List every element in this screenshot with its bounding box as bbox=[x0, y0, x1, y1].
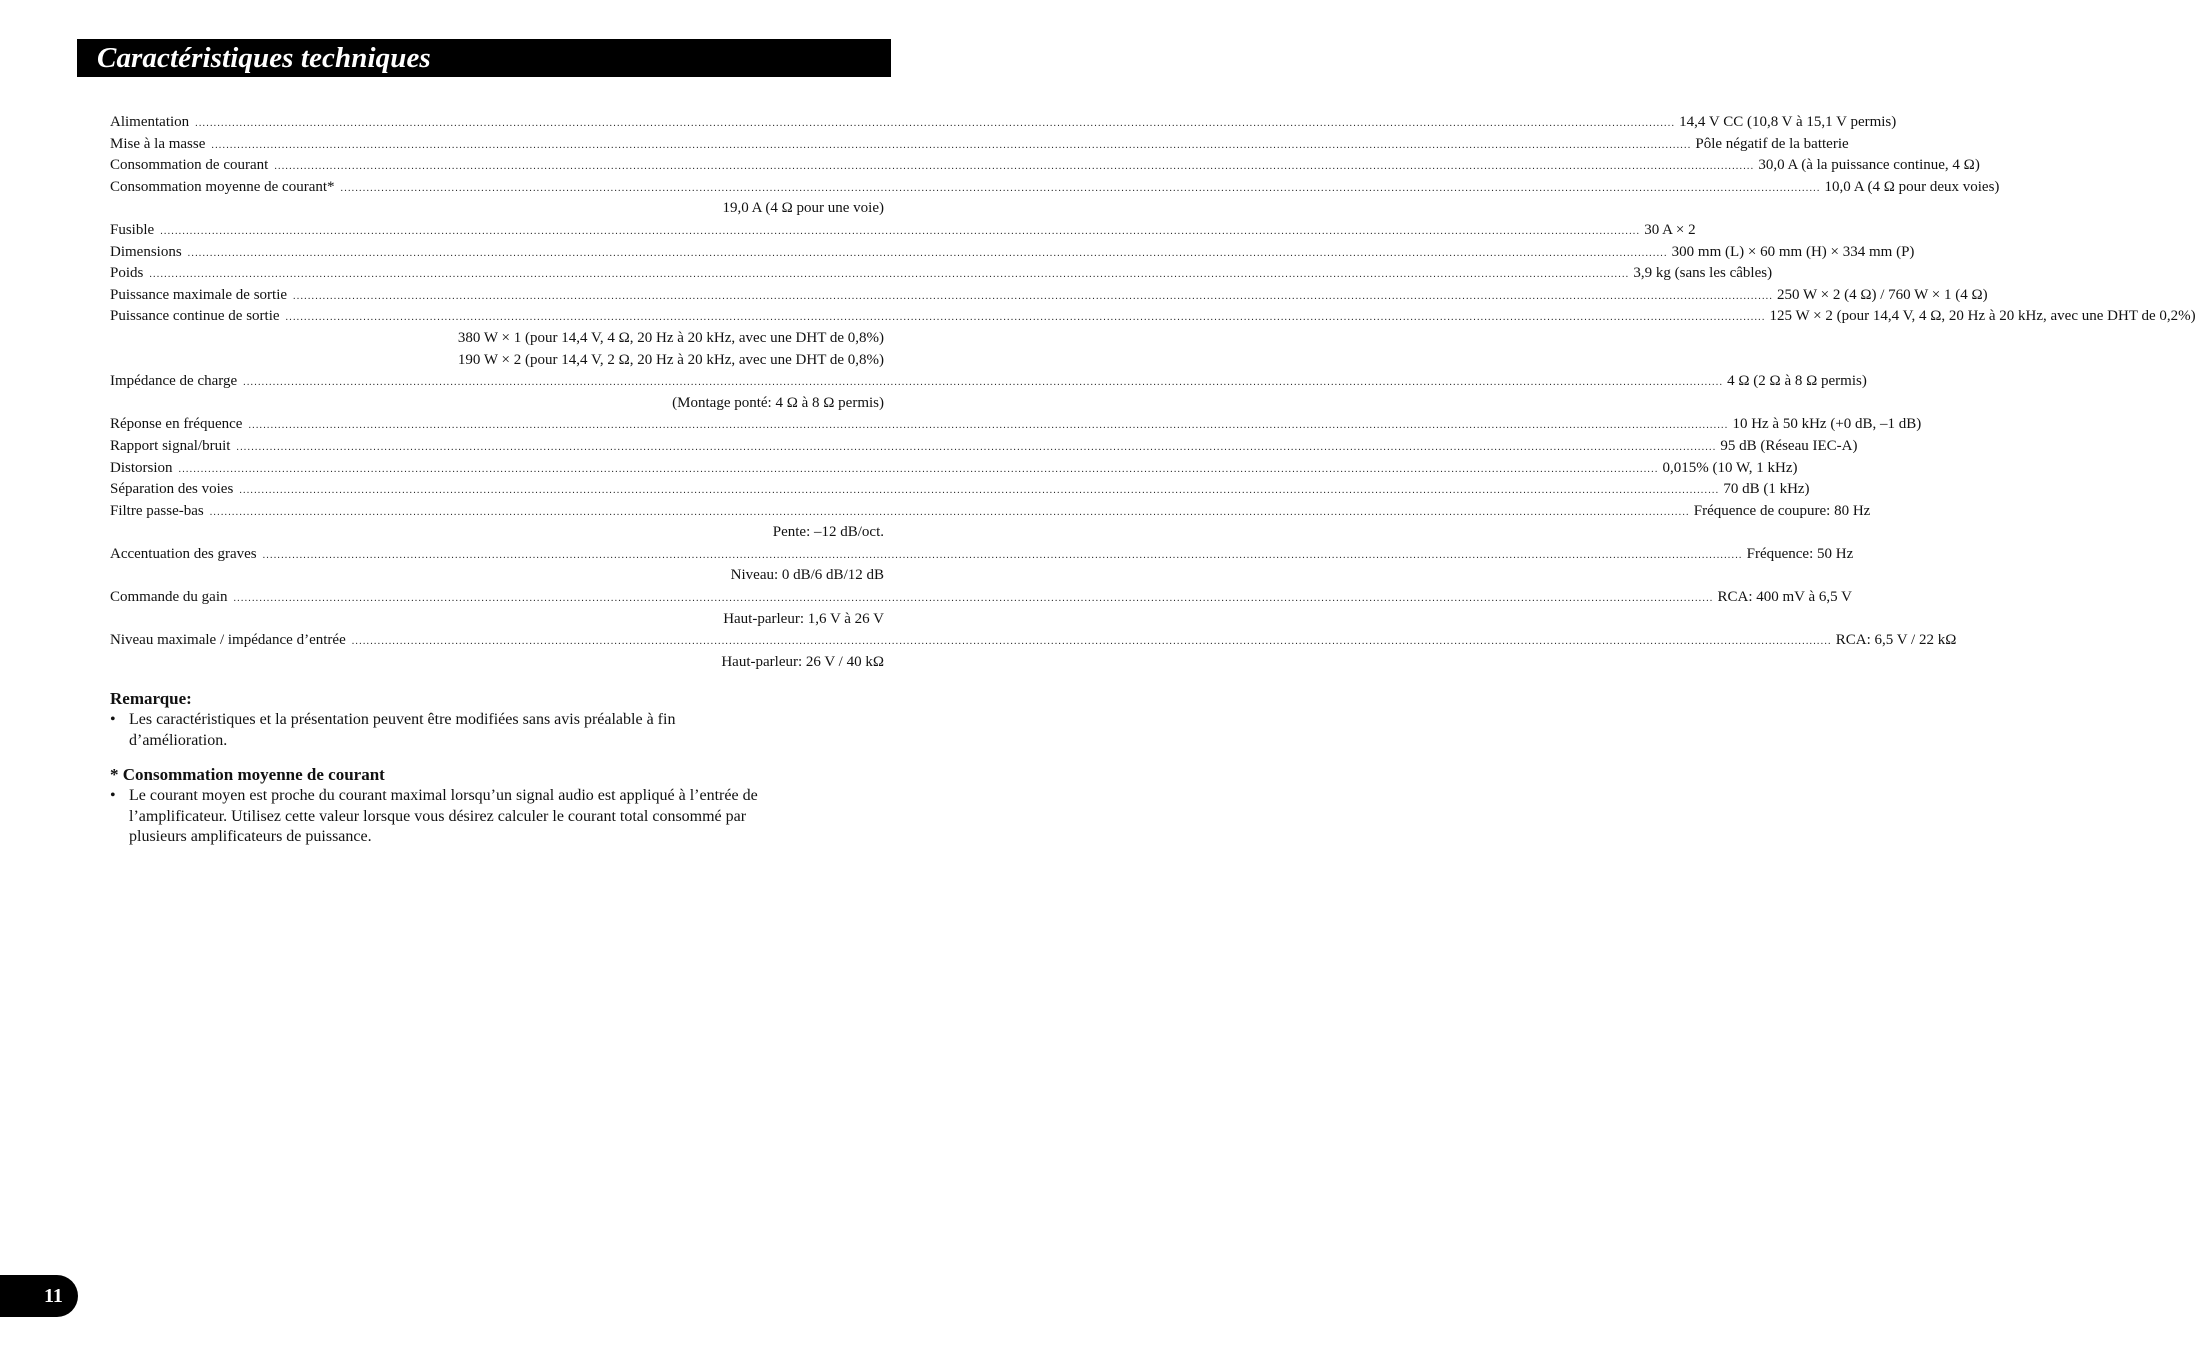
spec-value: (Montage ponté: 4 Ω à 8 Ω permis) bbox=[672, 394, 884, 411]
spec-label: Fusible bbox=[110, 221, 155, 238]
bullet-mark: • bbox=[110, 711, 116, 728]
dot-leader: ................................................................................................................................................................................................................................................................................................................................................................................................................ bbox=[233, 593, 1714, 605]
spec-label: Distorsion bbox=[110, 459, 173, 476]
dot-leader: ................................................................................................................................................................................................................................................................................................................................................................................................................ bbox=[285, 312, 1766, 324]
spec-continuation-row bbox=[110, 522, 884, 544]
spec-label: Séparation des voies bbox=[110, 481, 234, 498]
spec-label: Puissance maximale de sortie bbox=[110, 286, 288, 303]
spec-continuation-row bbox=[110, 652, 884, 674]
spec-value: 70 dB (1 kHz) bbox=[1723, 481, 1810, 498]
spec-label: Poids bbox=[110, 265, 144, 282]
spec-row bbox=[110, 630, 1957, 652]
dot-leader: ................................................................................................................................................................................................................................................................................................................................................................................................................ bbox=[293, 290, 1774, 302]
spec-label: Mise à la masse bbox=[110, 135, 206, 152]
spec-value: 30 A × 2 bbox=[1644, 221, 1696, 238]
average-current-bullet-text: Le courant moyen est proche du courant maximal lorsqu’un signal audio est appliqué à l’entrée de l’amplificateur. Utilisez cette valeur lorsque vous désirez calculer le courant total consommé par plusieurs amplificateurs de puissance. bbox=[129, 787, 758, 845]
spec-row bbox=[110, 479, 1810, 501]
spec-label: Réponse en fréquence bbox=[110, 416, 243, 433]
remark-bullet-text: Les caractéristiques et la présentation peuvent être modifiées sans avis préalable à fin d’amélioration. bbox=[129, 711, 676, 749]
spec-label: Alimentation bbox=[110, 114, 190, 130]
spec-value: Pôle négatif de la batterie bbox=[1695, 135, 1849, 152]
spec-value: 19,0 A (4 Ω pour une voie) bbox=[722, 200, 884, 217]
spec-row bbox=[110, 306, 2196, 328]
spec-value: 300 mm (L) × 60 mm (H) × 334 mm (P) bbox=[1671, 243, 1915, 260]
page-number: 11 bbox=[0, 1275, 78, 1317]
dot-leader: ................................................................................................................................................................................................................................................................................................................................................................................................................ bbox=[195, 118, 1676, 129]
bullet-mark: • bbox=[110, 787, 116, 804]
spec-value: Fréquence: 50 Hz bbox=[1746, 545, 1854, 562]
spec-value: Haut-parleur: 26 V / 40 kΩ bbox=[721, 653, 884, 670]
spec-value: RCA: 6,5 V / 22 kΩ bbox=[1835, 632, 1957, 649]
spec-value: 10 Hz à 50 kHz (+0 dB, –1 dB) bbox=[1732, 416, 1922, 433]
spec-value: 0,015% (10 W, 1 kHz) bbox=[1662, 459, 1798, 476]
dot-leader: ................................................................................................................................................................................................................................................................................................................................................................................................................ bbox=[149, 269, 1630, 281]
spec-label: Consommation de courant bbox=[110, 157, 269, 174]
spec-label: Dimensions bbox=[110, 243, 182, 260]
spec-label: Niveau maximale / impédance d’entrée bbox=[110, 632, 346, 649]
spec-value: 190 W × 2 (pour 14,4 V, 2 Ω, 20 Hz à 20 kHz, avec une DHT de 0,8%) bbox=[457, 351, 884, 368]
spec-value: 30,0 A (à la puissance continue, 4 Ω) bbox=[1758, 157, 1980, 174]
spec-row bbox=[110, 177, 2000, 199]
dot-leader: ................................................................................................................................................................................................................................................................................................................................................................................................................ bbox=[248, 420, 1729, 432]
spec-row bbox=[110, 263, 1773, 285]
dot-leader: ................................................................................................................................................................................................................................................................................................................................................................................................................ bbox=[178, 463, 1659, 475]
spec-value: 10,0 A (4 Ω pour deux voies) bbox=[1824, 178, 2000, 195]
spec-row bbox=[110, 220, 1696, 242]
spec-value: 14,4 V CC (10,8 V à 15,1 V permis) bbox=[1679, 114, 1897, 130]
remark-title: Remarque: bbox=[110, 689, 192, 708]
spec-row bbox=[110, 371, 1867, 393]
spec-label: Filtre passe-bas bbox=[110, 502, 204, 519]
spec-value: 95 dB (Réseau IEC-A) bbox=[1720, 437, 1858, 454]
specifications-list bbox=[110, 112, 2196, 673]
spec-value: 125 W × 2 (pour 14,4 V, 4 Ω, 20 Hz à 20 kHz, avec une DHT de 0,2%) bbox=[1769, 308, 2196, 325]
dot-leader: ................................................................................................................................................................................................................................................................................................................................................................................................................ bbox=[243, 377, 1724, 389]
spec-row bbox=[110, 414, 1922, 436]
spec-value: Haut-parleur: 1,6 V à 26 V bbox=[723, 610, 884, 627]
spec-row bbox=[110, 436, 1858, 458]
spec-row bbox=[110, 285, 1988, 307]
remark-bullet bbox=[110, 710, 770, 751]
average-current-bullet bbox=[110, 786, 770, 848]
spec-continuation-row bbox=[110, 393, 884, 415]
header-bar bbox=[77, 39, 891, 77]
spec-value: 380 W × 1 (pour 14,4 V, 4 Ω, 20 Hz à 20 kHz, avec une DHT de 0,8%) bbox=[457, 329, 884, 346]
dot-leader: ................................................................................................................................................................................................................................................................................................................................................................................................................ bbox=[160, 225, 1641, 237]
spec-row bbox=[110, 587, 1852, 609]
dot-leader: ................................................................................................................................................................................................................................................................................................................................................................................................................ bbox=[351, 636, 1832, 648]
spec-value: Pente: –12 dB/oct. bbox=[772, 524, 884, 541]
spec-continuation-row bbox=[110, 350, 884, 372]
spec-row bbox=[110, 458, 1798, 480]
average-current-section bbox=[110, 764, 770, 848]
spec-value: 3,9 kg (sans les câbles) bbox=[1633, 265, 1773, 282]
spec-row bbox=[110, 501, 1871, 523]
spec-row bbox=[110, 112, 1897, 134]
dot-leader: ................................................................................................................................................................................................................................................................................................................................................................................................................ bbox=[209, 506, 1690, 518]
spec-row bbox=[110, 155, 1980, 177]
dot-leader: ................................................................................................................................................................................................................................................................................................................................................................................................................ bbox=[274, 161, 1755, 173]
page-title: Caractéristiques techniques bbox=[97, 42, 431, 74]
spec-label: Impédance de charge bbox=[110, 373, 238, 390]
spec-row bbox=[110, 134, 1849, 156]
spec-value: Fréquence de coupure: 80 Hz bbox=[1693, 502, 1871, 519]
spec-row bbox=[110, 242, 1915, 264]
remark-section bbox=[110, 688, 770, 751]
spec-continuation-row bbox=[110, 198, 884, 220]
spec-label: Rapport signal/bruit bbox=[110, 437, 231, 454]
spec-label: Consommation moyenne de courant* bbox=[110, 178, 335, 195]
dot-leader: ................................................................................................................................................................................................................................................................................................................................................................................................................ bbox=[340, 182, 1821, 194]
spec-continuation-row bbox=[110, 328, 884, 350]
dot-leader: ................................................................................................................................................................................................................................................................................................................................................................................................................ bbox=[262, 549, 1743, 561]
spec-label: Accentuation des graves bbox=[110, 545, 257, 562]
spec-value: RCA: 400 mV à 6,5 V bbox=[1717, 589, 1852, 606]
dot-leader: ................................................................................................................................................................................................................................................................................................................................................................................................................ bbox=[187, 247, 1668, 259]
spec-row bbox=[110, 544, 1854, 566]
spec-value: 4 Ω (2 Ω à 8 Ω permis) bbox=[1727, 373, 1867, 390]
spec-value: 250 W × 2 (4 Ω) / 760 W × 1 (4 Ω) bbox=[1777, 286, 1988, 303]
average-current-title: * Consommation moyenne de courant bbox=[110, 765, 385, 784]
spec-label: Commande du gain bbox=[110, 589, 228, 606]
spec-continuation-row bbox=[110, 565, 884, 587]
spec-continuation-row bbox=[110, 609, 884, 631]
spec-label: Puissance continue de sortie bbox=[110, 308, 280, 325]
dot-leader: ................................................................................................................................................................................................................................................................................................................................................................................................................ bbox=[211, 139, 1692, 151]
dot-leader: ................................................................................................................................................................................................................................................................................................................................................................................................................ bbox=[239, 485, 1720, 497]
dot-leader: ................................................................................................................................................................................................................................................................................................................................................................................................................ bbox=[236, 441, 1717, 453]
spec-value: Niveau: 0 dB/6 dB/12 dB bbox=[730, 567, 884, 584]
